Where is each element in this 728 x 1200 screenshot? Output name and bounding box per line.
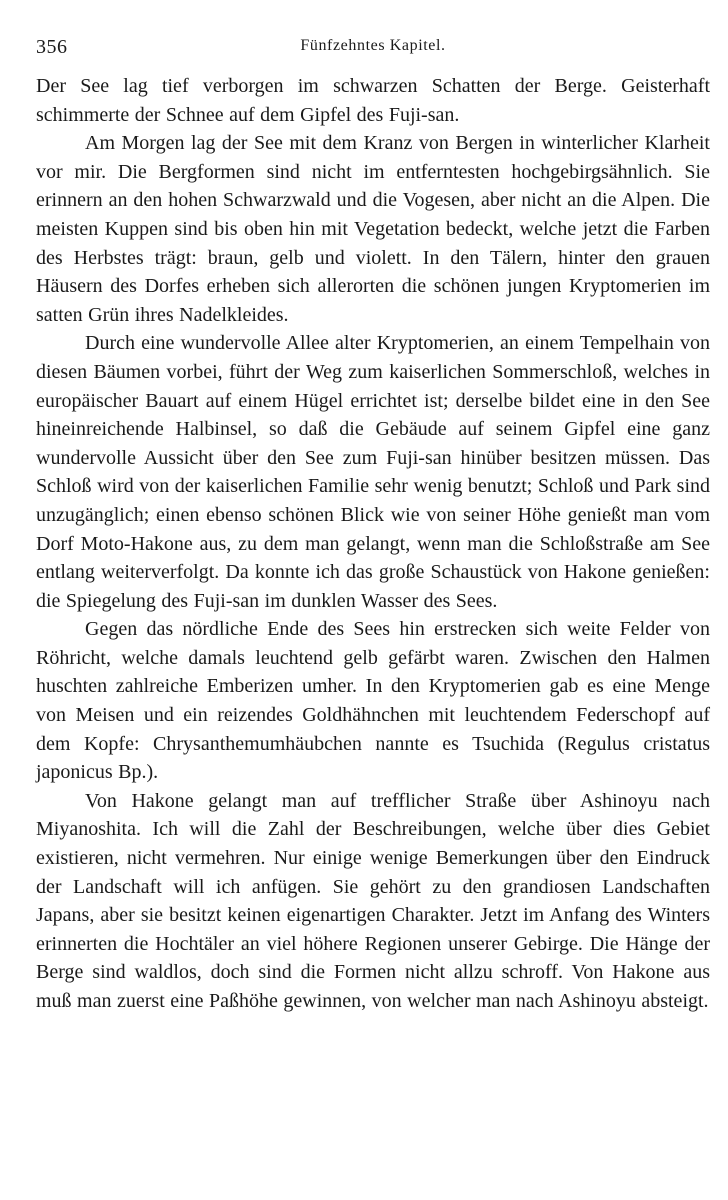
chapter-title: Fünfzehntes Kapitel. xyxy=(300,37,446,54)
paragraph-summer-palace: Durch eine wundervolle Allee alter Kryptomerien, an einem Tempelhain von diesen Bäumen vorbei, führt der Weg zum kaiserlichen Sommerschloß, welches in europäischer Bauart auf einem Hügel errichtet ist; derselbe bildet eine in den See hineinreichende Halbinsel, so daß die Gebäude auf seinem Gipfel eine ganz wundervolle Aussicht über den See zum Fuji-san hinüber besitzen müssen. Das Schloß wird von der kaiserlichen Familie sehr wenig benutzt; Schloß und Park sind unzugänglich; einen ebenso schönen Blick wie von seiner Höhe genießt man vom Dorf Moto-Hakone aus, zu dem man gelangt, wenn man die Schloßstraße am See entlang weiterverfolgt. Da konnte ich das große Schaustück von Hakone genießen: die Spiegelung des Fuji-san im dunklen Wasser des Sees. xyxy=(36,332,710,612)
paragraph-morning-lake: Am Morgen lag der See mit dem Kranz von Bergen in winterlicher Klarheit vor mir. Die Bergformen sind nicht im entferntesten hochgebirgsähnlich. Sie erinnern an den hohen Schwarzwald und die Vogesen, aber nicht an die Alpen. Die meisten Kuppen sind bis oben hin mit Vegetation bedeckt, welche jetzt die Farben des Herbstes trägt: braun, gelb und violett. In den Tälern, hinter den grauen Häusern des Dorfes erheben sich allerorten die schönen jungen Kryptomerien im satten Grün ihres Nadelkleides. xyxy=(36,132,710,326)
page-number: 356 xyxy=(36,36,68,58)
paragraph-miyanoshita: Von Hakone gelangt man auf trefflicher Straße über Ashinoyu nach Miyanoshita. Ich will die Zahl der Beschreibungen, welche über dies Gebiet existieren, nicht vermehren. Nur einige wenige Bemerkungen über den Eindruck der Landschaft will ich anfügen. Sie gehört zu den grandiosen Landschaften Japans, aber sie besitzt keinen eigenartigen Charakter. Jetzt im Anfang des Winters erinnerten die Hochtäler an viel höhere Regionen unserer Gebirge. Die Hänge der Berge sind waldlos, doch sind die Formen nicht allzu schroff. Von Hakone aus muß man zuerst eine Paßhöhe gewinnen, von welcher man nach Ashinoyu absteigt. xyxy=(36,789,710,1012)
paragraph-birds: Gegen das nördliche Ende des Sees hin erstrecken sich weite Felder von Röhricht, welche damals leuchtend gelb gefärbt waren. Zwischen den Halmen huschten zahlreiche Emberizen umher. In den Kryptomerien gab es eine Menge von Meisen und ein reizendes Goldhähnchen mit leuchtendem Federschopf auf dem Kopfe: Chrysanthemumhäubchen nannte es Tsuchida (Regulus cristatus japonicus Bp.). xyxy=(36,618,710,784)
running-head xyxy=(36,36,710,64)
body-text xyxy=(36,72,710,1016)
paragraph-continued: Der See lag tief verborgen im schwarzen Schatten der Berge. Geisterhaft schimmerte der Schnee auf dem Gipfel des Fuji-san. xyxy=(36,75,710,126)
book-page xyxy=(36,0,710,1200)
